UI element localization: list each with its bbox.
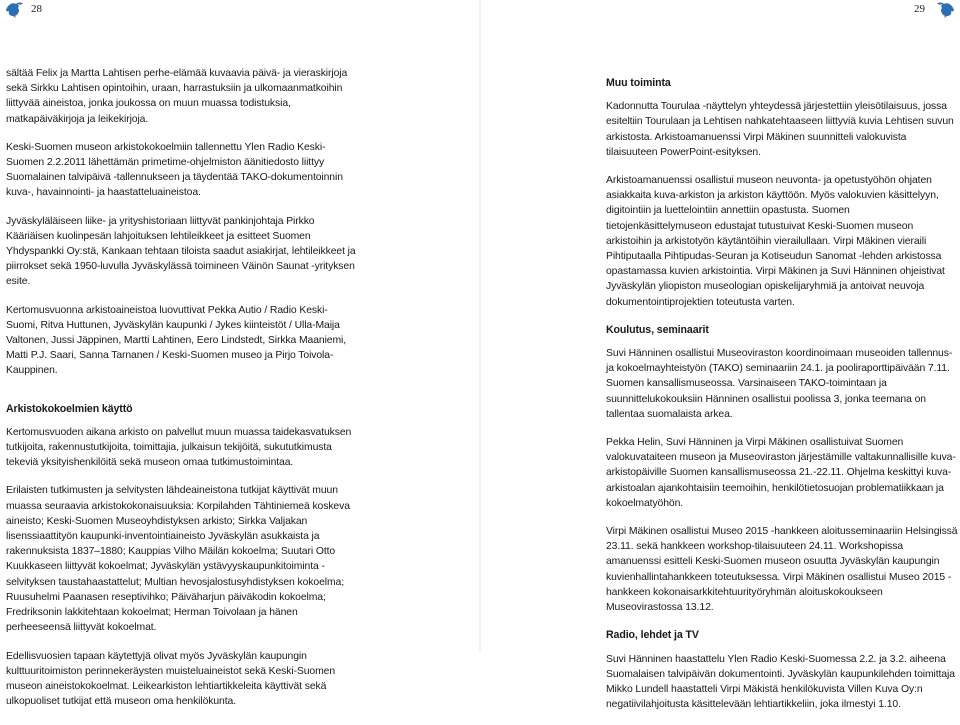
paragraph: Jyväskyläläiseen liike- ja yrityshistoriaan liittyvät pankinjohtaja Pirkko Kääriäisen kuolinpesän lahjoituksen lehtileikkeet ja esitteet Suomen Yhdyspankki Oy:stä, Kankaan tehtaan tiloista saadut asiakirjat, lehtileikkeet ja piirrokset sekä 1950-luvulla Jyväskylässä toimineen Väinön Saunat -yrityksen esite.: [6, 215, 356, 288]
left-page-number: 28: [31, 3, 42, 15]
paragraph: Kertomusvuoden aikana arkisto on palvellut muun muassa taidekasvatuksen tutkijoita, rakennustutkijoita, toimittajia, julkaisun tekijöitä, sukututkimusta tekeviä yksityishenkilöitä sekä museon omaa tutkimustoimintaa.: [6, 426, 352, 469]
paragraph: Suvi Hänninen osallistui Museoviraston koordinoimaan museoiden tallennus- ja kokoelmayhteistyön (TAKO) seminaariin 24.1. ja pooliraporttipäivään 7.11. Suomen kansallismuseossa. Varsinaiseen TAKO-toimintaan ja suunnittelukokouksiin Hänninen osallistui poolissa 3, jonka teemana on tallentaa suomalaista arkea.: [606, 348, 953, 420]
paragraph: Keski-Suomen museon arkistokokoelmiin tallennettu Ylen Radio Keski-Suomen 2.2.2011 lähettämän primetime-ohjelmiston äänitiedosto liittyy Suomalainen talvipäivä -tallennukseen ja täydentää TAKO-dokumentoinnin kuva-, havainnointi- ja haastatteluaineistoa.: [6, 141, 343, 199]
left-column: [6, 66, 358, 722]
right-column: [606, 76, 958, 725]
bird-logo-icon: [936, 1, 956, 19]
bird-logo-icon: [4, 1, 24, 19]
section-heading: Arkistokokoelmien käyttö: [6, 402, 133, 415]
paragraph: Erilaisten tutkimusten ja selvitysten lähdeaineistona tutkijat käyttivät muun muassa seuraavia arkistokokonaisuuksia: Korpilahden Tähtiniemeä koskeva aineisto; Keski-Suomen Museoyhdistyksen arkisto; Sirkka Valjakan lisenssiaattityön kaupunki-inventointiaineisto Jyväskylän asukkaista ja rakennuksista 1837–1880; Kauppias Vilho Mäilän kokoelma; Suutari Otto Kuukkaseen liittyvät kokoelmat; Jyväskylän ystävyyskaupunkitoiminta -selvityksen taustahaastattelut; Multian hevosjalostusyhdistyksen kokoelma; Ruusuhelmi Paanasen reseptivihko; Päiväharjun päiväkodin kokoelma; Fredriksonin lakkitehtaan kokoelmat; Herman Toivolaan ja hänen perheeseensä liittyvät kokoelmat.: [6, 485, 350, 634]
section-heading: Muu toiminta: [606, 77, 671, 89]
paragraph: Pekka Helin, Suvi Hänninen ja Virpi Mäkinen osallistuivat Suomen valokuvataiteen museon ja Museoviraston järjestämille valtakunnallisille kuva-arkistopäiville Suomen kansallismuseossa 21.-22.11. Ohjelma keskittyi kuva-arkistoalan ajankohtaisiin teemoihin, henkilötietosuojan problematiikkaan ja kokoelmatyöhön.: [606, 437, 956, 509]
paragraph: Kadonnutta Tourulaa -näyttelyn yhteydessä järjestettiin yleisötilaisuus, jossa esiteltiin Tourulaan ja Lehtisen nahkatehtaaseen liittyviä kuvia Lehtisen suvun arkistosta. Arkistoamanuenssi Virpi Mäkinen suunnitteli valokuvista tilaisuuteen PowerPoint-esityksen.: [606, 101, 954, 158]
right-page-number: 29: [914, 3, 925, 15]
paragraph: Arkistoamanuenssi osallistui museon neuvonta- ja opetustyöhön ohjaten asiakkaita kuva-arkiston ja arkiston käyttöön. Myös valokuvien käsittelyyn, digitointiin ja luettelointiin annettiin opastusta. Suomen tietojenkäsittelymuseon edustajat tutustuivat Keski-Suomen museon arkistoihin ja arkistotyön käytäntöihin vierailullaan. Virpi Mäkinen vieraili Pihtiputaalla Pihtipudas-Seuran ja Kotiseudun Sanomat -lehden arkistossa opastamassa kuvien arkistointia. Virpi Mäkinen ja Suvi Hänninen ohjeistivat Jyväskylän yliopiston museologian opiskelijaryhmiä ja antoivat neuvoja dokumentointiprojektien toteutusta varten.: [606, 175, 945, 308]
paragraph: Edellisvuosien tapaan käytettyjä olivat myös Jyväskylän kaupungin kulttuuritoimiston perinnekeräysten muisteluaineistot sekä Keski-Suomen museon aineistokokoelmat. Leikearkiston lehtiartikkeleita käyttivät sekä ulkopuoliset tutkijat että museon oma henkilökunta.: [6, 650, 336, 708]
page-gutter: [479, 0, 481, 651]
paragraph: Kertomusvuonna arkistoaineistoa luovuttivat Pekka Autio / Radio Keski-Suomi, Ritva Huttunen, Jyväskylän kaupunki / Jykes kiinteistöt / Ulla-Maija Valtonen, Jussi Jäppinen, Martti Lahtinen, Eero Lindstedt, Sirkka Maaniemi, Matti P.J. Saari, Sanna Tarnanen / Keski-Suomen museo ja Pirjo Toivola-Kauppinen.: [6, 304, 347, 377]
paragraph: Virpi Mäkinen osallistui Museo 2015 -hankkeen aloitusseminaariin Helsingissä 23.11. sekä hankkeen workshop-tilaisuuteen 24.11. Workshopissa amanuenssi esitteli Keski-Suomen museon osuutta Jyväskylän kaupungin kuvienhallintahankkeen toteutuksessa. Virpi Mäkinen osallistui Museo 2015 -hankkeen kokonaisarkkitehtuurityöryhmän aloituskokoukseen Museovirastossa 13.12.: [606, 526, 958, 614]
section-heading: Radio, lehdet ja TV: [606, 629, 699, 642]
section-heading: Koulutus, seminaarit: [606, 323, 709, 336]
paragraph: sältää Felix ja Martta Lahtisen perhe-elämää kuvaavia päivä- ja vieraskirjoja sekä Sirkku Lahtisen opintoihin, uraan, harrastuksiin ja ulkomaanmatkoihin liittyvää aineistoa, jonka joukossa on muun muassa todistuksia, matkapäiväkirjoja ja leikekirjoja.: [6, 68, 348, 125]
paragraph: Suvi Hänninen haastattelu Ylen Radio Keski-Suomessa 2.2. ja 3.2. aiheena Suomalaisen talvipäivän dokumentointi. Jyväskylän kaupunkilehden toimittaja Mikko Lundell haastatteli Virpi Mäkistä henkilökuvista Villen Kuva Oy:n negatiivilahjoitusta käsittelevään lehtiartikkeliin, joka ilmestyi 1.10.: [606, 653, 955, 711]
